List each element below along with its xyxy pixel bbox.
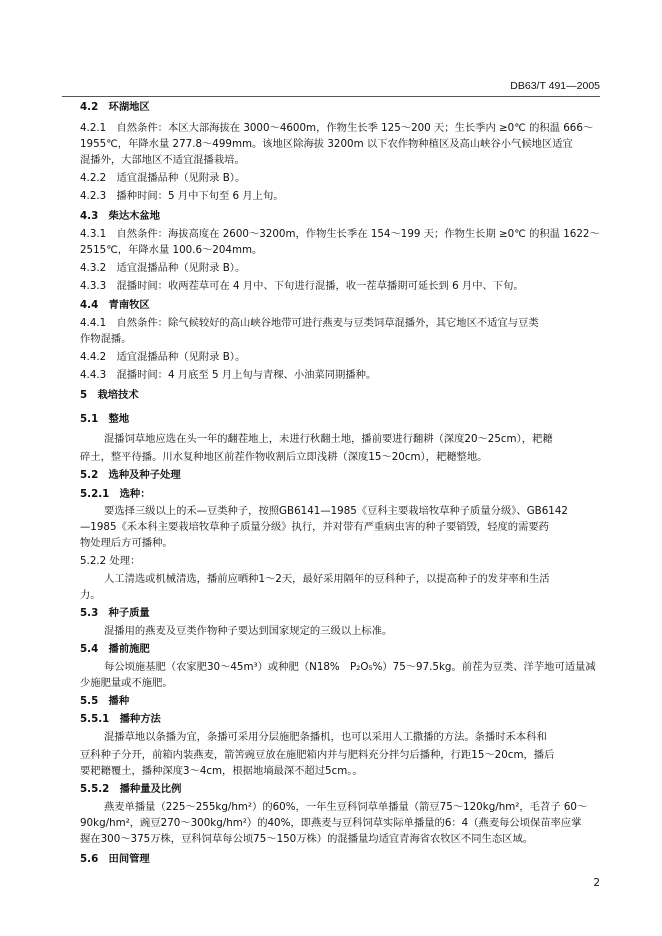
text-line-l423: 4.2.3 播种时间：5 月中下旬至 6 月上旬。 (80, 190, 284, 202)
text-line-h42: 4.2 环湖地区 (80, 101, 150, 113)
text-line-l432: 4.3.2 适宜混播品种（见附录 B）。 (80, 262, 246, 274)
text-line-p551c: 要耙耱覆土，播种深度3～4cm，根据地墒最深不超过5cm。。 (80, 765, 363, 777)
text-line-h51: 5.1 整地 (80, 413, 130, 425)
text-line-l421a: 4.2.1 自然条件：本区大部海拔在 3000～4600m，作物生长季 125～200 天；生长季内 ≥0℃ 的积温 666～ (80, 122, 594, 134)
text-line-l421b: 1955℃，年降水量 277.8～499mm。该地区除海拔 3200m 以下农作物种植区及高山峡谷小气候地区适宜 (80, 138, 573, 150)
text-line-h54: 5.4 播前施肥 (80, 643, 150, 655)
text-line-p521b: —1985《禾本科主要栽培牧草种子质量分级》执行，并对带有严重病虫害的种子要销毁，轻度的需要药 (80, 521, 549, 533)
text-line-p51a: 混播饲草地应选在头一年的翻茬地上，未进行秋翻土地，播前要进行翻耕（深度20～25cm），耙耱 (104, 433, 553, 445)
text-line-h53: 5.3 种子质量 (80, 607, 150, 619)
text-line-h5: 5 栽培技术 (80, 389, 139, 401)
text-line-l442: 4.4.2 适宜混播品种（见附录 B）。 (80, 351, 246, 363)
text-line-p551a: 混播草地以条播为宜，条播可采用分层施肥条播机，也可以采用人工撒播的方法。条播时禾本科和 (104, 731, 547, 743)
text-line-h521: 5.2.1 选种： (80, 488, 151, 500)
text-line-h43: 4.3 柴达木盆地 (80, 210, 161, 222)
text-line-l422: 4.2.2 适宜混播品种（见附录 B）。 (80, 172, 246, 184)
text-line-l421c: 混播外，大部地区不适宜混播栽培。 (80, 154, 245, 166)
text-line-l441a: 4.4.1 自然条件：除气候较好的高山峡谷地带可进行燕麦与豆类饲草混播外，其它地区不适宜与豆类 (80, 317, 539, 329)
document-code: DB63/T 491—2005 (510, 80, 600, 92)
text-line-p522b: 力。 (80, 589, 101, 601)
text-line-p521c: 物处理后方可播种。 (80, 537, 173, 549)
text-line-h551: 5.5.1 播种方法 (80, 713, 161, 725)
text-line-p552c: 握在300～375万株，豆科饲草每公顷75～150万株）的混播量均适宜青海省农牧区不同生态区域。 (80, 833, 534, 845)
text-line-l431a: 4.3.1 自然条件：海拔高度在 2600～3200m，作物生长季在 154～199 天；作物生长期 ≥0℃ 的积温 1622～ (80, 228, 600, 240)
text-line-p552a: 燕麦单播量（225～255kg/hm²）的60%，一年生豆科饲草单播量（箭豆75～120kg/hm²，毛苕子 60～ (104, 801, 588, 813)
text-line-l433: 4.3.3 混播时间：收两茬草可在 4 月中、下旬进行混播，收一茬草播期可延长到 6 月中、下旬。 (80, 280, 524, 292)
text-line-p51b: 碎土，整平待播。川水复种地区前茬作物收割后立即浅耕（深度15～20cm），耙耱整地。 (80, 451, 488, 463)
text-line-p522a: 人工清选或机械清选，播前应晒种1～2天，最好采用隔年的豆科种子，以提高种子的发芽率和生活 (104, 573, 550, 585)
text-line-h522: 5.2.2 处理： (80, 555, 141, 567)
text-line-h52: 5.2 选种及种子处理 (80, 469, 181, 481)
header-rule (62, 96, 600, 97)
text-line-p552b: 90kg/hm²，豌豆270～300kg/hm²）的40%，即燕麦与豆科饲草实际单播量的6：4（燕麦每公顷保苗率应掌 (80, 817, 582, 829)
text-line-p53: 混播用的燕麦及豆类作物种子要达到国家规定的三级以上标准。 (104, 625, 393, 637)
text-line-h55: 5.5 播种 (80, 695, 130, 707)
text-line-l443: 4.4.3 混播时间：4 月底至 5 月上旬与青稞、小油菜同期播种。 (80, 369, 377, 381)
text-line-p54b: 少施肥量或不施肥。 (80, 677, 173, 689)
page-number: 2 (593, 877, 600, 889)
text-line-h44: 4.4 青南牧区 (80, 299, 150, 311)
text-line-p521a: 要选择三级以上的禾—豆类种子，按照GB6141—1985《豆科主要栽培牧草种子质量分级》、GB6142 (104, 505, 568, 517)
text-line-h56: 5.6 田间管理 (80, 853, 150, 865)
text-line-p551b: 豆科种子分开，前箱内装燕麦，箭筈豌豆放在施肥箱内并与肥料充分拌匀后播种，行距15～20cm，播后 (80, 749, 555, 761)
text-line-l431b: 2515℃，年降水量 100.6～204mm。 (80, 244, 263, 256)
text-line-l441b: 作物混播。 (80, 333, 132, 345)
text-line-p54a: 每公顷施基肥（农家肥30～45m³）或种肥（N18% P₂O₅%）75～97.5kg。前茬为豆类、洋芋地可适量减 (104, 661, 596, 673)
text-line-h552: 5.5.2 播种量及比例 (80, 783, 182, 795)
